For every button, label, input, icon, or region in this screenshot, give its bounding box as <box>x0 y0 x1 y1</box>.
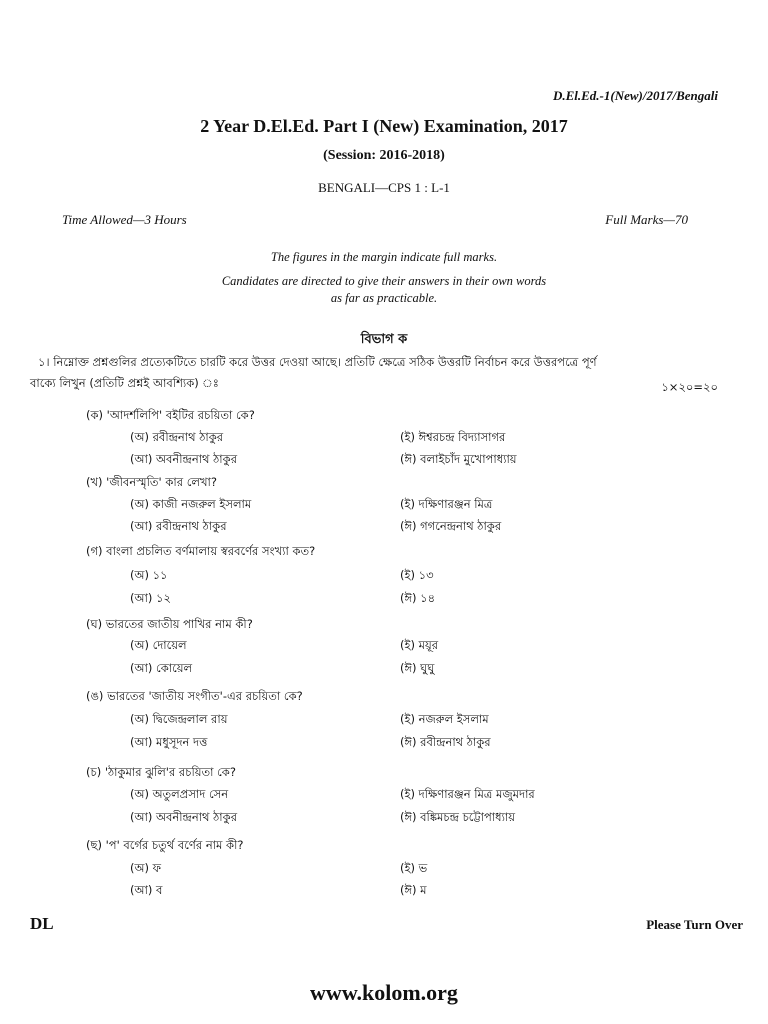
question-1-line-2: বাক্যে লিখুন (প্রতিটি প্রশ্নই আবশ্যিক) ঃ <box>30 376 219 390</box>
time-allowed: Time Allowed—3 Hours <box>62 212 187 227</box>
website-watermark: www.kolom.org <box>310 980 458 1005</box>
option: (ই) ১৩ <box>400 568 434 582</box>
full-marks: Full Marks—70 <box>605 212 688 227</box>
please-turn-over: Please Turn Over <box>646 917 743 932</box>
option: (ঈ) বলাইচাঁদ মুখোপাধ্যায় <box>400 452 517 466</box>
option: (অ) অতুলপ্রসাদ সেন <box>130 787 229 801</box>
option: (অ) কাজী নজরুল ইসলাম <box>130 497 252 511</box>
paper-code: D.El.Ed.-1(New)/2017/Bengali <box>552 88 718 103</box>
option: (ই) দক্ষিণারঞ্জন মিত্র <box>400 497 493 511</box>
instruction-line-1: The figures in the margin indicate full marks. <box>270 250 498 264</box>
option: (আ) ব <box>130 883 163 897</box>
subquestion-umo: (ঙ) ভারতের 'জাতীয় সংগীত'-এর রচয়িতা কে? <box>86 689 303 703</box>
footer-code: DL <box>30 914 54 933</box>
option: (ঈ) ঘুঘু <box>400 661 435 675</box>
instruction-line-2: Candidates are directed to give their answers in their own words <box>221 274 547 288</box>
option: (ই) ময়ূর <box>400 638 439 652</box>
option: (আ) ১২ <box>130 591 171 605</box>
option: (আ) অবনীন্দ্রনাথ ঠাকুর <box>130 810 238 824</box>
section-heading: বিভাগ ক <box>360 332 408 347</box>
subject-label: BENGALI—CPS 1 : L-1 <box>318 180 450 195</box>
instruction-line-3: as far as practicable. <box>330 291 438 305</box>
subquestion-ka: (ক) 'আদর্শলিপি' বইটির রচয়িতা কে? <box>86 408 255 422</box>
option: (ই) ঈশ্বরচন্দ্র বিদ্যাসাগর <box>400 430 506 444</box>
option: (আ) কোয়েল <box>130 661 193 675</box>
subquestion-gha: (ঘ) ভারতের জাতীয় পাখির নাম কী? <box>86 617 253 631</box>
subquestion-ga: (গ) বাংলা প্রচলিত বর্ণমালায় স্বরবর্ণের সংখ্যা কত? <box>86 544 316 558</box>
option: (অ) ফ <box>130 861 161 875</box>
option: (ঈ) বঙ্কিমচন্দ্র চট্টোপাধ্যায় <box>400 810 516 824</box>
subquestion-kha: (খ) 'জীবনস্মৃতি' কার লেখা? <box>86 475 217 489</box>
option: (আ) রবীন্দ্রনাথ ঠাকুর <box>130 519 227 533</box>
session-label: (Session: 2016-2018) <box>323 148 445 163</box>
option: (আ) অবনীন্দ্রনাথ ঠাকুর <box>130 452 238 466</box>
question-1-text <box>38 354 597 373</box>
question-1-marks: ১×২০=২০ <box>661 380 718 394</box>
question-1-line-1: নিম্নোক্ত প্রশ্নগুলির প্রত্যেকটিতে চারটি করে উত্তর দেওয়া আছে। প্রতিটি ক্ষেত্রে সঠিক উত্তরটি নির্বাচন করে উত্তরপত্রে পূর্ণ <box>53 355 597 369</box>
subquestion-cha: (চ) 'ঠাকুমার ঝুলি'র রচয়িতা কে? <box>86 765 236 779</box>
option: (ঈ) গগনেন্দ্রনাথ ঠাকুর <box>400 519 502 533</box>
option: (ঈ) ম <box>400 883 427 897</box>
option: (অ) দ্বিজেন্দ্রলাল রায় <box>130 712 228 726</box>
option: (অ) দোয়েল <box>130 638 187 652</box>
subquestion-chha: (ছ) 'প' বর্গের চতুর্থ বর্ণের নাম কী? <box>86 838 244 852</box>
option: (ই) দক্ষিণারঞ্জন মিত্র মজুমদার <box>400 787 535 801</box>
option: (ই) নজরুল ইসলাম <box>400 712 489 726</box>
exam-title: 2 Year D.El.Ed. Part I (New) Examination, 2017 <box>200 116 568 136</box>
option: (অ) ১১ <box>130 568 168 582</box>
option: (ঈ) রবীন্দ্রনাথ ঠাকুর <box>400 735 491 749</box>
option: (আ) মধুসূদন দত্ত <box>130 735 208 749</box>
question-number: ১। <box>38 355 50 369</box>
option: (ই) ভ <box>400 861 428 875</box>
option: (অ) রবীন্দ্রনাথ ঠাকুর <box>130 430 224 444</box>
option: (ঈ) ১৪ <box>400 591 436 605</box>
